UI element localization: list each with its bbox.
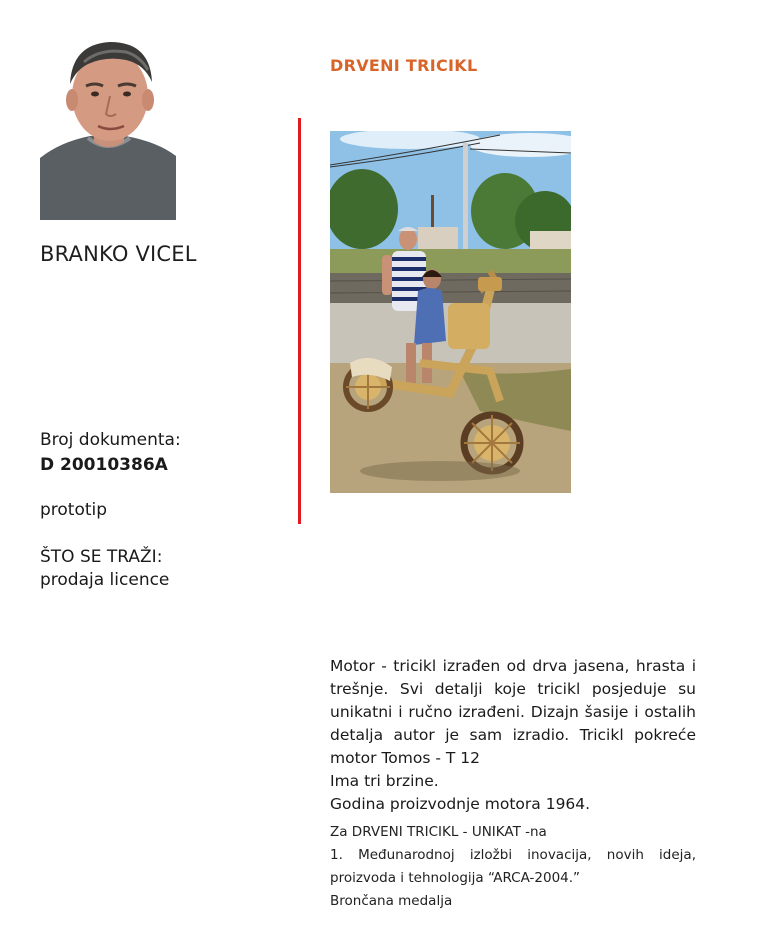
document-number: D 20010386A [40, 455, 168, 475]
divider-line [298, 118, 301, 524]
seeking-value: prodaja licence [40, 570, 170, 590]
description-paragraph: Motor - tricikl izrađen od drva jasena, hrasta i trešnje. Svi detalji koje tricikl posjeduje su unikatni i ručno izrađeni. Dizajn šasije i ostalih detalja autor je sam izradio. Tricikl pokreće motor Tomos - T 12 [330, 657, 696, 767]
description-gears: Ima tri brzine. [330, 772, 439, 790]
product-title: DRVENI TRICIKL [330, 56, 478, 75]
product-description [330, 655, 696, 816]
awards-section [330, 821, 696, 913]
author-name: BRANKO VICEL [40, 242, 197, 266]
author-portrait [40, 30, 176, 220]
product-photo [330, 131, 571, 493]
tricycle-photo-image [330, 131, 571, 493]
seeking-label: ŠTO SE TRAŽI: [40, 547, 163, 567]
description-engine-year: Godina proizvodnje motora 1964. [330, 795, 591, 813]
document-number-label: Broj dokumenta: [40, 430, 181, 450]
portrait-image [40, 30, 176, 220]
status-text: prototip [40, 500, 108, 520]
awards-event: 1. Međunarodnoj izložbi inovacija, novih ideja, proizvoda i tehnologija “ARCA-2004.” [330, 847, 696, 886]
awards-intro: Za DRVENI TRICIKL - UNIKAT -na [330, 824, 547, 840]
awards-medal: Brončana medalja [330, 893, 453, 909]
